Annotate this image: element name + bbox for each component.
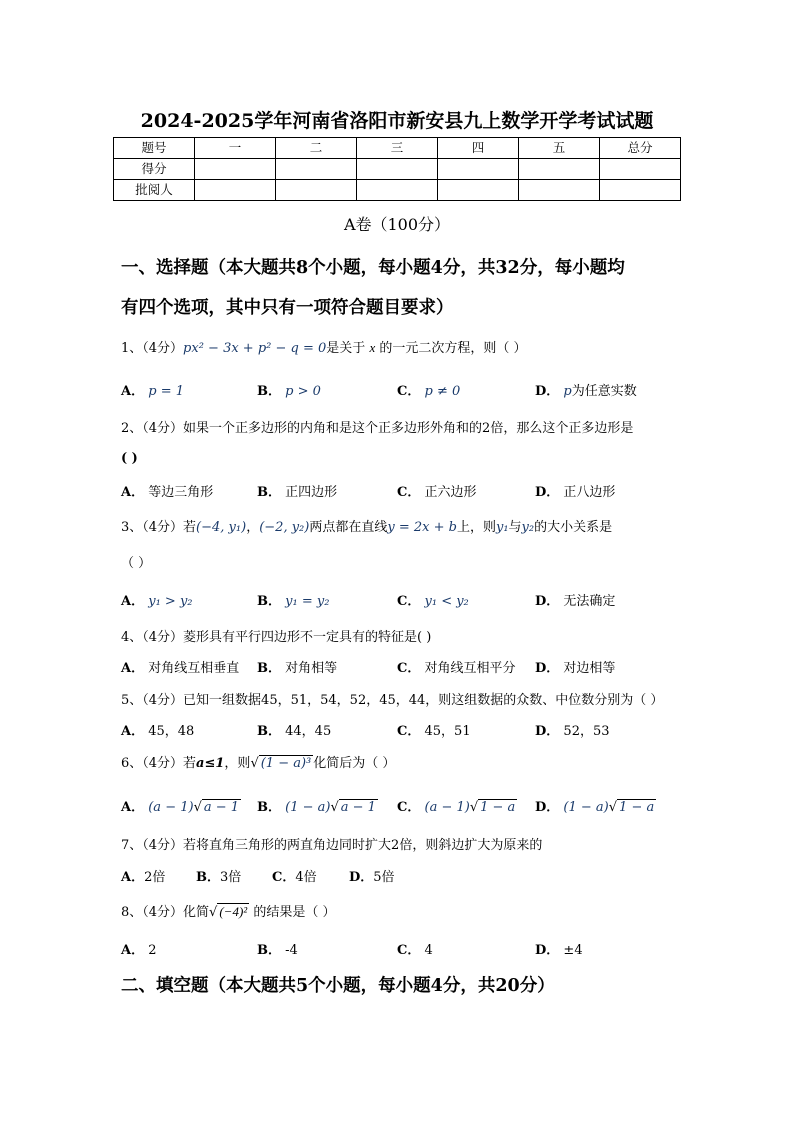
grader-cell[interactable] — [438, 180, 519, 201]
q1-option-b[interactable] — [257, 380, 321, 399]
option-text: 2倍 — [144, 870, 166, 885]
q1-suffix: 是关于 — [326, 341, 366, 356]
score-header-cell: 二 — [276, 138, 357, 159]
option-text: -4 — [285, 943, 298, 958]
option-label: A． — [121, 943, 145, 958]
question-6 — [121, 752, 395, 771]
option-label: C． — [397, 384, 421, 399]
q3-point2: (−2, y₂) — [259, 520, 310, 535]
q5-option-d[interactable] — [535, 720, 610, 739]
option-label: C． — [397, 800, 421, 815]
section1-heading-line2: 有四个选项，其中只有一项符合题目要求） — [121, 298, 454, 318]
option-label: C． — [272, 870, 296, 885]
option-label: B． — [257, 384, 281, 399]
option-label: D． — [349, 870, 374, 885]
option-label: D． — [535, 800, 560, 815]
grader-cell[interactable] — [276, 180, 357, 201]
option-label: C． — [397, 661, 421, 676]
q1-suffix2: 的一元二次方程，则（ ） — [379, 341, 527, 356]
option-label: B． — [257, 943, 281, 958]
q2-option-b[interactable] — [257, 481, 337, 500]
q4-option-c[interactable] — [397, 657, 516, 676]
option-radicand: 1 − a — [480, 800, 516, 815]
option-text: 5倍 — [373, 870, 395, 885]
q6-condition: a≤1 — [196, 756, 225, 771]
q2-option-d[interactable] — [535, 481, 615, 500]
score-header-cell: 一 — [195, 138, 276, 159]
q3-point1: (−4, y₁) — [196, 520, 247, 535]
q1-option-a[interactable] — [121, 380, 184, 399]
option-text: 44，45 — [285, 724, 332, 739]
option-text: 正八边形 — [563, 485, 616, 500]
question-3-line2: （ ） — [121, 556, 152, 571]
option-radicand: 1 − a — [619, 800, 655, 815]
option-radicand: a − 1 — [340, 800, 376, 815]
q4-option-d[interactable] — [535, 657, 615, 676]
option-label: C． — [397, 485, 421, 500]
q3-option-d[interactable] — [535, 590, 615, 609]
section1-heading-line1: 一、选择题（本大题共8个小题，每小题4分，共32分，每小题均 — [121, 258, 625, 278]
score-header-cell: 总分 — [600, 138, 681, 159]
score-cell[interactable] — [195, 159, 276, 180]
question-5: 5、（4分）已知一组数据45，51，54，52，45，44，则这组数据的众数、中位数分别为（ ） — [121, 693, 664, 708]
option-label: B． — [257, 661, 281, 676]
q5-option-b[interactable] — [257, 720, 331, 739]
option-coef: (1 − a) — [563, 800, 609, 815]
option-text: p = 1 — [148, 384, 184, 399]
radical-icon: √ — [469, 800, 479, 815]
q3-prefix: 3、（4分）若 — [121, 520, 197, 535]
option-extra: 为任意实数 — [571, 384, 637, 399]
section2-heading: 二、填空题（本大题共5个小题，每小题4分，共20分） — [121, 976, 555, 996]
q1-prefix: 1、（4分） — [121, 341, 184, 356]
option-label: D． — [535, 943, 560, 958]
option-text: p — [563, 384, 572, 399]
q3-mid3: 与 — [508, 520, 522, 535]
option-label: B． — [196, 870, 220, 885]
question-8 — [121, 901, 335, 920]
option-text: p ≠ 0 — [424, 384, 461, 399]
score-header-cell: 三 — [357, 138, 438, 159]
radical-icon: √ — [608, 800, 618, 815]
q3-option-a[interactable] — [121, 590, 193, 609]
q8-suffix: 的结果是（ ） — [253, 905, 336, 920]
score-header-cell: 题号 — [114, 138, 195, 159]
option-label: D． — [535, 661, 560, 676]
grader-cell[interactable] — [519, 180, 600, 201]
q1-option-c[interactable] — [397, 380, 460, 399]
grader-row — [114, 180, 681, 201]
q3-y1: y₁ — [495, 520, 509, 535]
score-row-label: 得分 — [114, 159, 195, 180]
q6-suffix: 化简后为（ ） — [313, 756, 396, 771]
option-label: C． — [397, 724, 421, 739]
option-text: ±4 — [563, 943, 583, 958]
q1-var: x — [369, 340, 376, 355]
option-label: A． — [121, 661, 145, 676]
q3-mid: 两点都在直线 — [309, 520, 388, 535]
score-cell[interactable] — [519, 159, 600, 180]
option-text: 4 — [424, 943, 433, 958]
option-label: C． — [397, 594, 421, 609]
score-cell[interactable] — [357, 159, 438, 180]
option-text: 对角相等 — [285, 661, 338, 676]
question-4: 4、（4分）菱形具有平行四边形不一定具有的特征是( ) — [121, 630, 432, 645]
page-title: 2024-2025学年河南省洛阳市新安县九上数学开学考试试题 — [140, 110, 654, 132]
q7-option-a[interactable] — [121, 866, 165, 885]
option-text: 2 — [148, 943, 157, 958]
option-text: p > 0 — [285, 384, 321, 399]
option-text: 对角线互相垂直 — [148, 661, 240, 676]
q6-option-c[interactable] — [397, 796, 517, 815]
option-label: A． — [121, 594, 145, 609]
q5-option-c[interactable] — [397, 720, 471, 739]
option-coef: (a − 1) — [148, 800, 194, 815]
radical-icon: √ — [250, 756, 259, 771]
question-2-line1: 2、（4分）如果一个正多边形的内角和是这个正多边形外角和的2倍，那么这个正多边形是 — [121, 421, 634, 436]
grader-cell[interactable] — [357, 180, 438, 201]
q4-option-b[interactable] — [257, 657, 337, 676]
radical-icon: √ — [209, 905, 218, 920]
q3-sep: ， — [246, 520, 260, 535]
q5-option-a[interactable] — [121, 720, 194, 739]
q8-radicand: (−4)² — [219, 904, 248, 919]
option-text: 正六边形 — [424, 485, 477, 500]
grader-row-label: 批阅人 — [114, 180, 195, 201]
q3-line-eq: y = 2x + b — [387, 520, 457, 535]
score-cell[interactable] — [276, 159, 357, 180]
option-text: 等边三角形 — [148, 485, 214, 500]
option-label: A． — [121, 485, 145, 500]
q3-y2: y₂ — [521, 520, 535, 535]
q1-option-d[interactable] — [535, 380, 637, 399]
option-label: D． — [535, 485, 560, 500]
q8-option-d[interactable] — [535, 939, 583, 958]
score-header-cell: 五 — [519, 138, 600, 159]
option-text: 对角线互相平分 — [424, 661, 516, 676]
option-label: A． — [121, 384, 145, 399]
option-text: 3倍 — [220, 870, 242, 885]
option-text: 正四边形 — [285, 485, 338, 500]
score-table — [113, 137, 681, 201]
q6-radicand: (1 − a)³ — [260, 756, 312, 771]
q6-option-a[interactable] — [121, 796, 241, 815]
option-label: D． — [535, 594, 560, 609]
question-2-line2: ( ) — [121, 451, 138, 466]
q6-prefix: 6、（4分）若 — [121, 756, 197, 771]
option-label: B． — [257, 724, 281, 739]
option-text: y₁ < y₂ — [424, 594, 469, 609]
question-7: 7、（4分）若将直角三角形的两直角边同时扩大2倍，则斜边扩大为原来的 — [121, 838, 543, 853]
score-cell[interactable] — [600, 159, 681, 180]
option-label: D． — [535, 724, 560, 739]
q2-option-a[interactable] — [121, 481, 213, 500]
q3-suffix: 的大小关系是 — [534, 520, 613, 535]
q6-option-b[interactable] — [257, 796, 378, 815]
option-text: 4倍 — [295, 870, 317, 885]
score-table-header-row — [114, 138, 681, 159]
score-header-cell: 四 — [438, 138, 519, 159]
option-label: D． — [535, 384, 560, 399]
option-text: 52，53 — [563, 724, 610, 739]
volume-heading: A卷（100分） — [343, 215, 451, 234]
grader-cell[interactable] — [600, 180, 681, 201]
q3-mid2: 上，则 — [456, 520, 496, 535]
option-label: A． — [121, 724, 145, 739]
option-text: 对边相等 — [563, 661, 616, 676]
q2-option-c[interactable] — [397, 481, 477, 500]
q1-equation: px² − 3x + p² − q = 0 — [183, 341, 327, 356]
radical-icon: √ — [193, 800, 202, 815]
option-text: y₁ > y₂ — [148, 594, 193, 609]
q8-option-a[interactable] — [121, 939, 157, 958]
option-label: B． — [257, 594, 281, 609]
q3-option-b[interactable] — [257, 590, 329, 609]
option-label: C． — [397, 943, 421, 958]
q8-option-b[interactable] — [257, 939, 298, 958]
option-text: 45，48 — [148, 724, 195, 739]
q7-option-b[interactable] — [196, 866, 241, 885]
q7-option-c[interactable] — [272, 866, 317, 885]
option-label: B． — [257, 485, 281, 500]
q8-option-c[interactable] — [397, 939, 433, 958]
option-label: A． — [121, 800, 145, 815]
option-text: y₁ = y₂ — [285, 594, 330, 609]
question-3-line1 — [121, 516, 612, 535]
option-label: B． — [257, 800, 281, 815]
option-label: A． — [121, 870, 145, 885]
score-cell[interactable] — [438, 159, 519, 180]
option-radicand: a − 1 — [203, 800, 240, 815]
option-text: 无法确定 — [563, 594, 616, 609]
question-1 — [121, 337, 527, 356]
q8-prefix: 8、（4分）化简 — [121, 905, 210, 920]
option-coef: (a − 1) — [424, 800, 470, 815]
score-row — [114, 159, 681, 180]
radical-icon: √ — [330, 800, 339, 815]
grader-cell[interactable] — [195, 180, 276, 201]
q7-option-d[interactable] — [349, 866, 395, 885]
option-text: 45，51 — [424, 724, 471, 739]
q6-option-d[interactable] — [535, 796, 656, 815]
option-coef: (1 − a) — [285, 800, 331, 815]
q4-option-a[interactable] — [121, 657, 239, 676]
q6-mid: ，则 — [224, 756, 251, 771]
q3-option-c[interactable] — [397, 590, 469, 609]
